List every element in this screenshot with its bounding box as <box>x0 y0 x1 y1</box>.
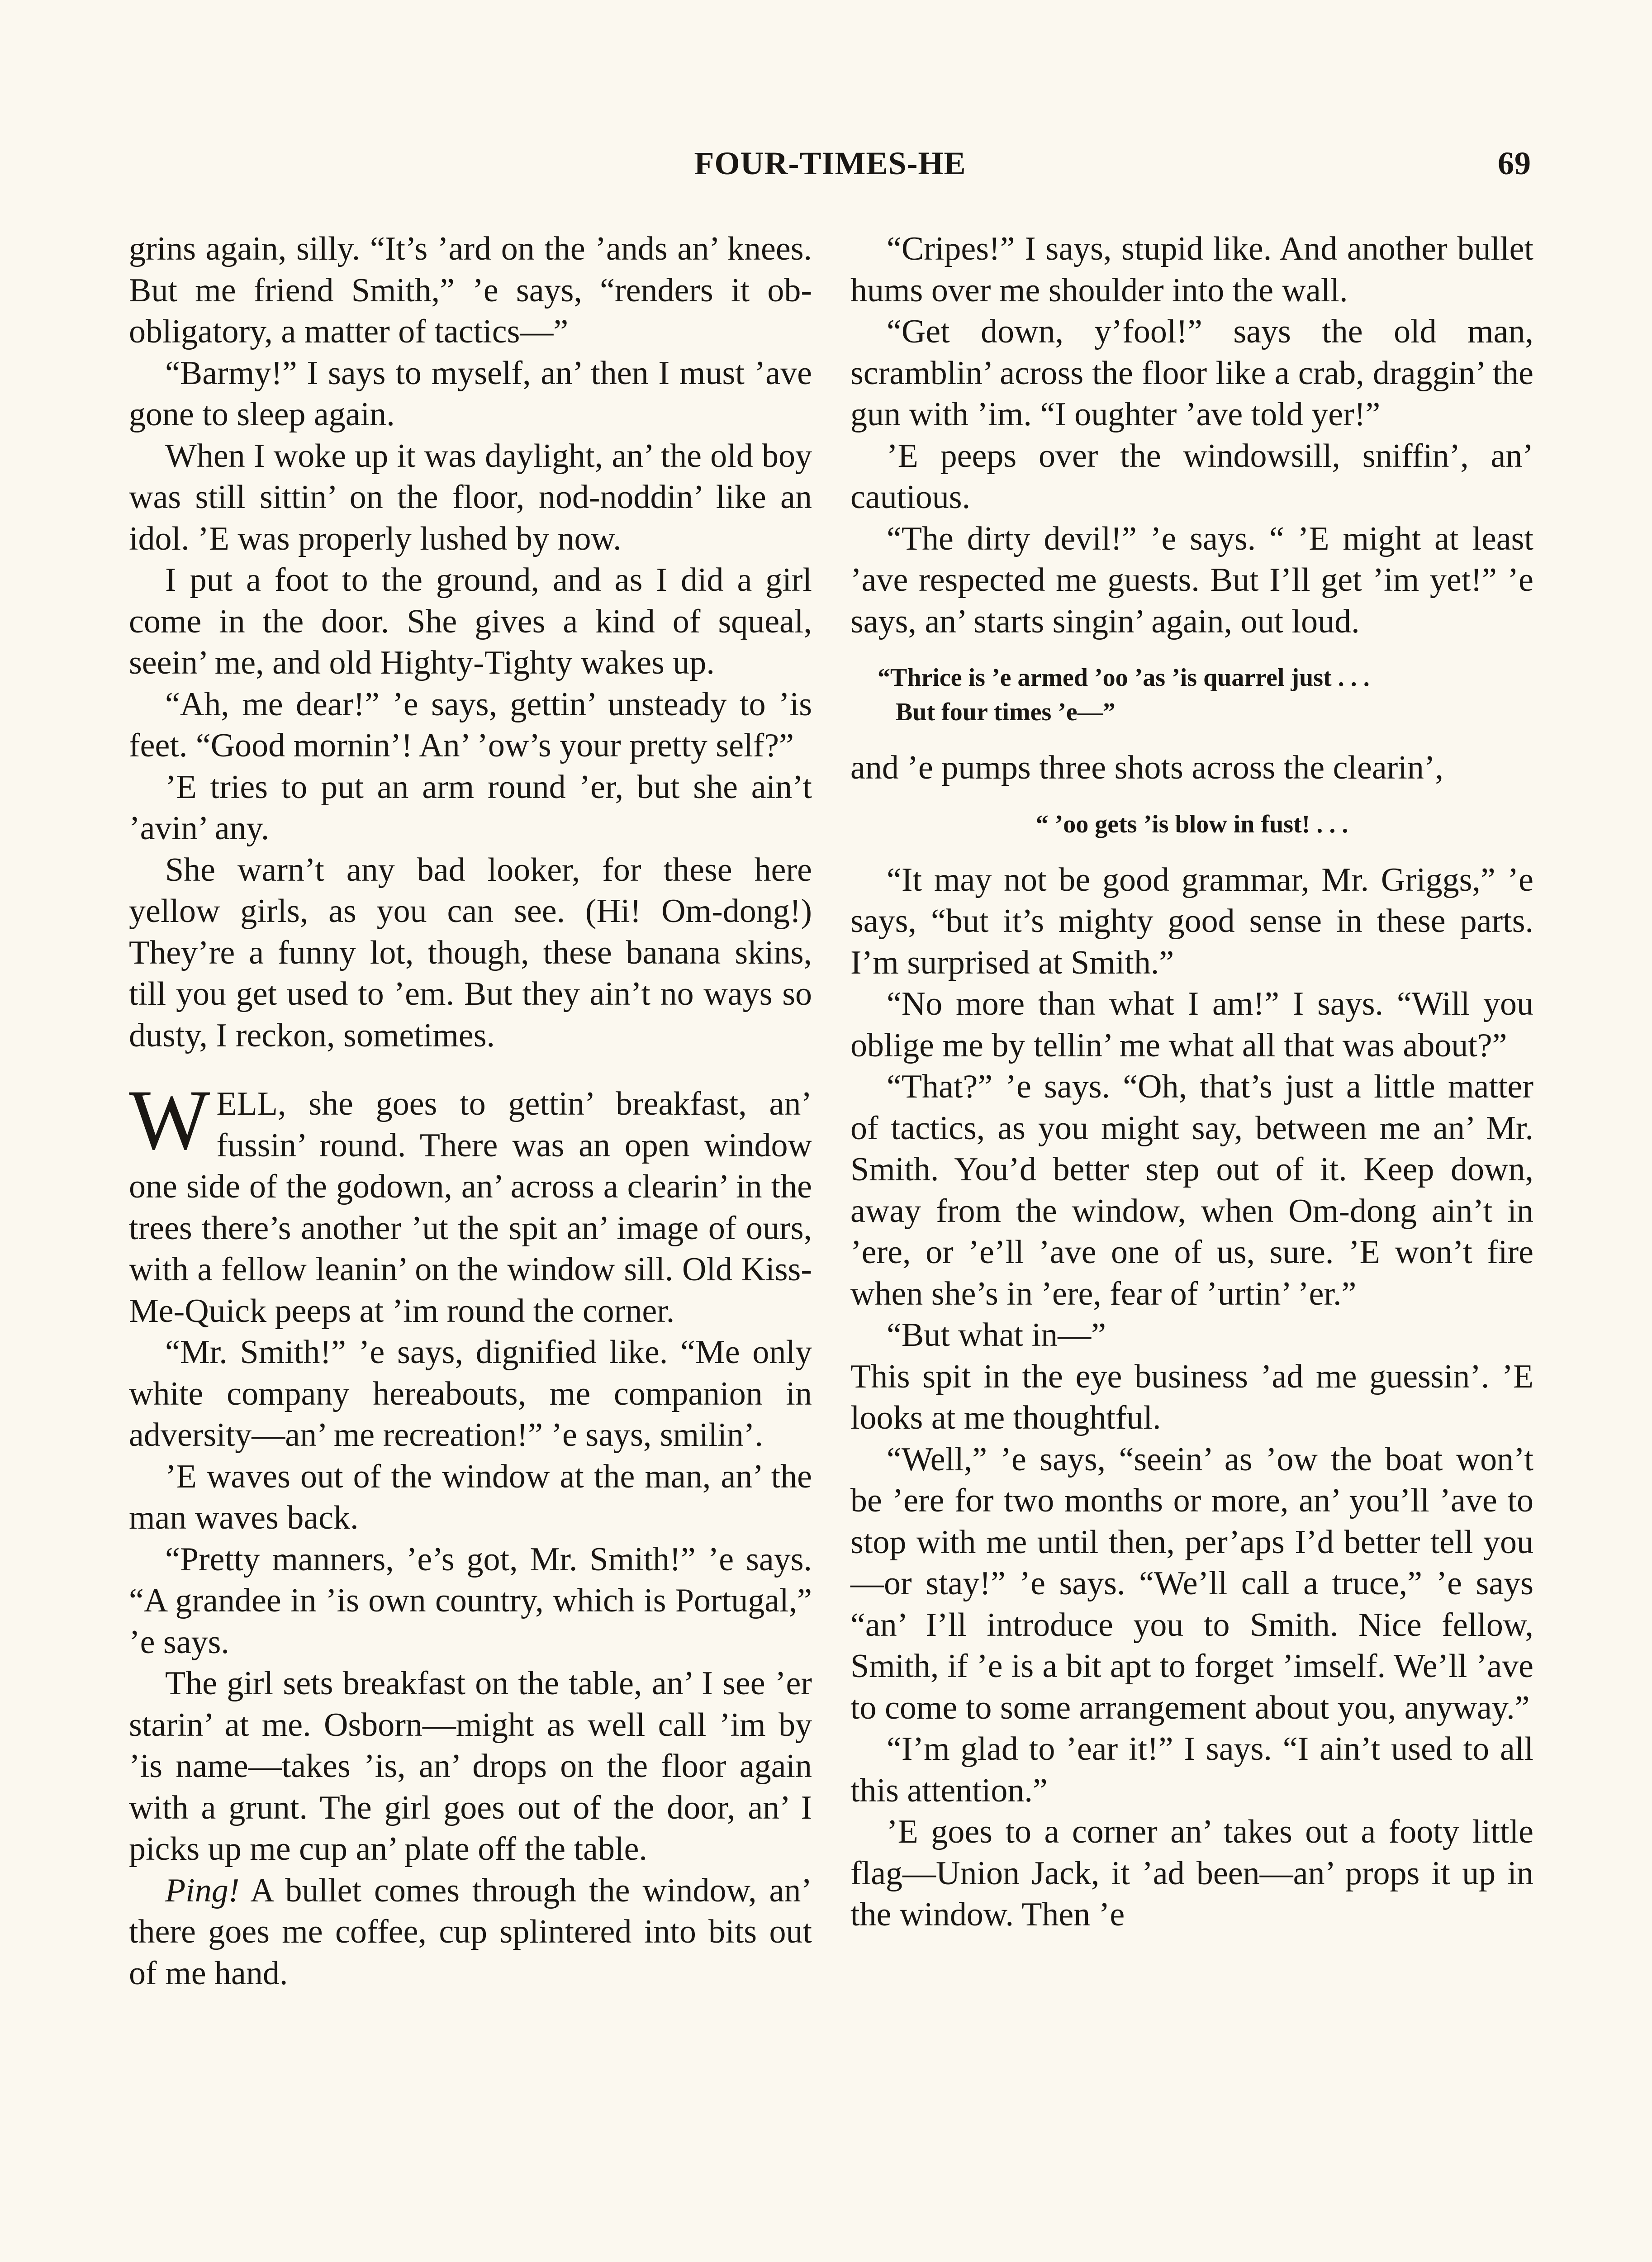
paragraph: The girl sets breakfast on the table, an’ I see ’er starin’ at me. Osborn—might as well call ’im by ’is name—takes ’is, an’ drops on the floor again with a grunt. The girl goes out of the door, an’ I picks up me cup an’ plate off the table. <box>129 1665 812 1868</box>
paragraph: “Mr. Smith!” ’e says, dignified like. “Me only white company hereabouts, me companion in adversity—an’ me recreation!” ’e says, smilin’. <box>129 1334 812 1454</box>
paragraph: “That?” ’e says. “Oh, that’s just a little matter of tactics, as you might say, between me an’ Mr. Smith. You’d better step out of it. Keep down, away from the window, when Om-dong ain’t in ’ere, or ’e’ll ’ave one of us, sure. ’E won’t fire when she’s in ’ere, fear of ’urtin’ ’er.” <box>850 1068 1533 1312</box>
running-head <box>129 136 1531 190</box>
page-number: 69 <box>1498 145 1531 181</box>
verse-quote <box>878 661 1533 729</box>
paragraph: “Get down, y’fool!” says the old man, scramblin’ across the floor like a crab, draggin’ the gun with ’im. “I oughter ’ave told yer!” <box>850 313 1533 433</box>
paragraph: ’E peeps over the windowsill, sniffin’, an’ cautious. <box>850 437 1533 516</box>
paragraph: “But what in—” <box>887 1316 1106 1354</box>
paragraph: “Well,” ’e says, “seein’ as ’ow the boat won’t be ’ere for two months or more, an’ you’ll ’ave to stop with me until then, per’aps I’d better tell you—or stay!” ’e says. “We’ll call a truce,” ’e says “an’ I’ll introduce you to Smith. Nice fellow, Smith, if ’e is a bit apt to forget ’imself. We’ll ’ave to come to some arrangement about you, anyway.” <box>850 1440 1533 1726</box>
paragraph: This spit in the eye business ’ad me guessin’. ’E looks at me thoughtful. <box>850 1358 1533 1436</box>
paragraph <box>129 1870 812 1995</box>
running-title: FOUR-TIMES-HE <box>694 145 966 181</box>
paragraph: When I woke up it was daylight, an’ the old boy was still sittin’ on the floor, nod-noddin’ like an idol. ’E was properly lushed by now. <box>129 437 812 557</box>
paragraph: ’E tries to put an arm round ’er, but she ain’t ’avin’ any. <box>129 768 812 847</box>
verse-quote: “ ’oo gets ’is blow in fust! . . . <box>1035 810 1348 838</box>
verse-line: “Thrice is ’e armed ’oo ’as ’is quarrel just . . . <box>878 664 1370 692</box>
paragraph: ’E waves out of the window at the man, an’ the man waves back. <box>129 1458 812 1536</box>
paragraph: “No more than what I am!” I says. “Will you oblige me by tellin’ me what all that was about?” <box>850 985 1533 1064</box>
paragraph: “Barmy!” I says to myself, an’ then I must ’ave gone to sleep again. <box>129 354 812 433</box>
paragraph: and ’e pumps three shots across the clearin’, <box>850 749 1444 786</box>
paragraph: “Pretty manners, ’e’s got, Mr. Smith!” ’e says. “A grandee in ’is own country, which is Portugal,” ’e says. <box>129 1540 812 1661</box>
verse-line: But four times ’e—” <box>896 698 1116 726</box>
paragraph: “It may not be good grammar, Mr. Griggs,” ’e says, “but it’s mighty good sense in these parts. I’m surprised at Smith.” <box>850 861 1533 981</box>
section-start-paragraph <box>129 1073 812 1332</box>
paragraph: “Cripes!” I says, stupid like. And another bullet hums over me shoulder into the wall. <box>850 230 1533 309</box>
paragraph: grins again, silly. “It’s ’ard on the ’ands an’ knees. But me friend Smith,” ’e says, “renders it ob-obligatory, a matter of tactics—” <box>129 230 812 350</box>
paragraph-text: A bullet comes through the window, an’ there goes me coffee, cup splintered into bits out of me hand. <box>129 1872 812 1992</box>
left-column <box>129 228 812 1994</box>
drop-cap: W <box>129 1073 210 1168</box>
paragraph: She warn’t any bad looker, for these here yellow girls, as you can see. (Hi! Om-dong!) They’re a funny lot, though, these banana skins, till you get used to ’em. But they ain’t no ways so dusty, I reckon, sometimes. <box>129 851 812 1054</box>
paragraph: “The dirty devil!” ’e says. “ ’E might at least ’ave respected me guests. But I’ll get ’im yet!” ’e says, an’ starts singin’ again, out loud. <box>850 520 1533 640</box>
paragraph: ’E goes to a corner an’ takes out a footy little flag—Union Jack, it ’ad been—an’ props it up in the window. Then ’e <box>850 1813 1533 1933</box>
paragraph: I put a foot to the ground, and as I did a girl come in the door. She gives a kind of squeal, seein’ me, and old Highty-Tighty wakes up. <box>129 561 812 681</box>
paragraph-text: ELL, she goes to gettin’ breakfast, an’ fussin’ round. There was an open window one side of the godown, an’ across a clearin’ in the trees there’s another ’ut the spit an’ image of ours, with a fellow leanin’ on the window sill. Old Kiss-Me-Quick peeps at ’im round the corner. <box>129 1085 812 1330</box>
paragraph: “I’m glad to ’ear it!” I says. “I ain’t used to all this attention.” <box>850 1730 1533 1809</box>
italic-exclamation: Ping! <box>165 1872 240 1909</box>
paragraph: “Ah, me dear!” ’e says, gettin’ unsteady to ’is feet. “Good mornin’! An’ ’ow’s your pretty self?” <box>129 685 812 764</box>
right-column <box>850 228 1533 1936</box>
